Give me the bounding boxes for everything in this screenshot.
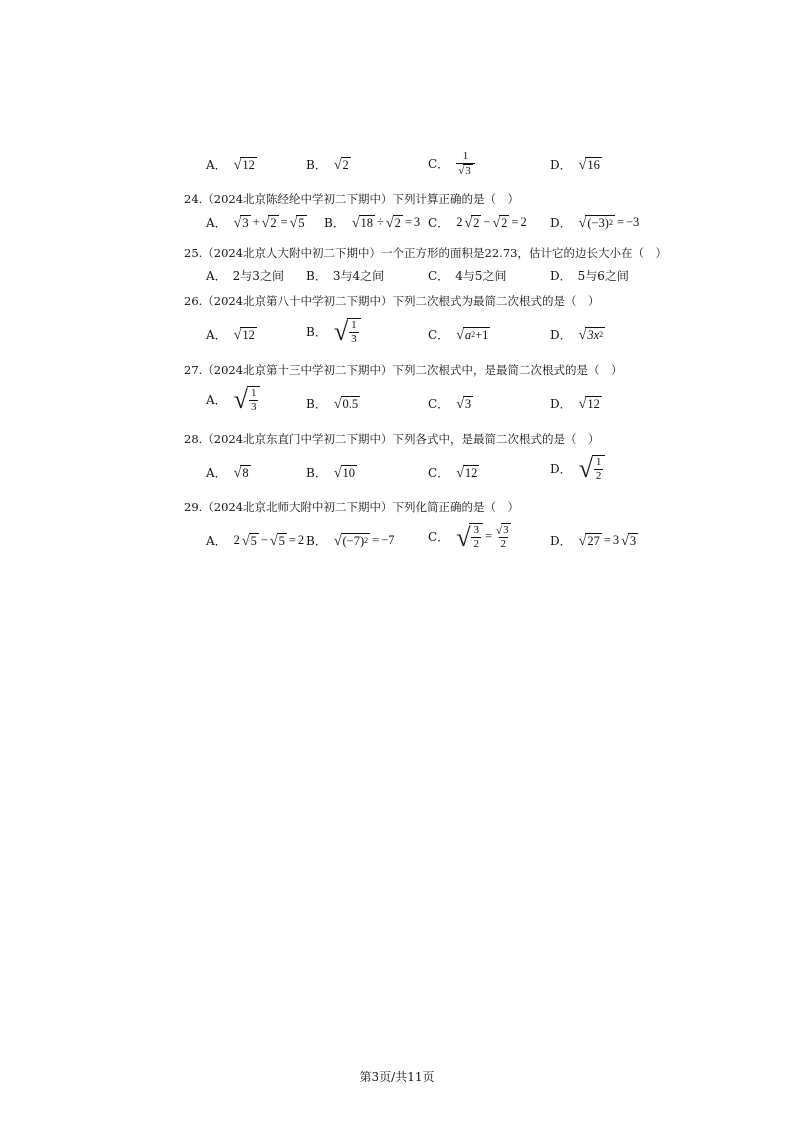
radicand: 3: [465, 164, 471, 177]
q29-option-a: A． 2 √ 5 − √ 5 = 2: [206, 533, 305, 549]
q28-text: 28.（2024北京东直门中学初二下期中）下列各式中，是最简二次根式的是（ ）: [184, 432, 600, 446]
q29-option-d: D． √ 27 = 3 √ 3: [550, 533, 637, 549]
radicand: (−3): [587, 215, 609, 230]
q27-text: 27.（2024北京第十三中学初二下期中）下列二次根式中，是最简二次根式的是（ ）: [184, 363, 623, 377]
option-label: C．: [428, 466, 450, 480]
numerator: 1: [250, 387, 257, 399]
value: −7: [381, 533, 395, 547]
radicand: 2: [342, 157, 349, 172]
q24-option-d: D． √ (−3) 2 = −3: [550, 215, 640, 231]
operator: =: [372, 533, 380, 547]
value: −3: [626, 215, 640, 229]
option-label: C．: [428, 397, 450, 411]
q24-text: 24.（2024北京陈经纶中学初二下期中）下列计算正确的是（ ）: [184, 192, 520, 206]
option-label: C．: [428, 157, 450, 172]
denominator: 2: [500, 538, 507, 551]
q28-option-d: D． √ $\frac{1}{2}$: [550, 455, 606, 482]
denominator: 3: [250, 400, 257, 413]
q26-option-d: D． √ 3x 2: [550, 327, 604, 343]
operator: −: [483, 215, 491, 229]
denominator: 3: [351, 332, 357, 345]
radicand: 5: [250, 533, 257, 548]
q25-option-c: [428, 267, 506, 284]
numerator: 1: [351, 319, 357, 331]
q29-option-b: B． √ (−7) 2 = −7: [306, 533, 395, 549]
term: 3x: [587, 327, 600, 342]
radicand: 2: [394, 215, 401, 230]
option-label: B．: [306, 269, 327, 283]
operator: =: [484, 529, 493, 544]
option-label: C．: [428, 269, 450, 283]
option-label: C．: [428, 216, 450, 230]
option-text: 5与6之间: [577, 269, 629, 283]
radicand: 12: [464, 465, 478, 480]
option-label: B．: [306, 325, 327, 340]
q26-text: 26.（2024北京第八十中学初二下期中）下列二次根式为最简二次根式的是（ ）: [184, 294, 600, 308]
q26-option-b: B． √ $\frac{1}{3}$: [306, 318, 362, 345]
radicand: 27: [587, 533, 600, 548]
q25-options: [0, 267, 794, 291]
option-label: A．: [206, 158, 227, 172]
q23-option-a: A． √ 12: [206, 157, 255, 173]
option-label: B．: [324, 216, 345, 230]
option-label: A．: [206, 393, 227, 408]
radicand: 2: [473, 215, 480, 230]
q26-option-a: A． √ 12: [206, 327, 255, 343]
q29-text: 29.（2024北京北师大附中初二下期中）下列化简正确的是（ ）: [184, 500, 520, 514]
value: 3: [413, 215, 421, 229]
radicand: 5: [298, 215, 305, 230]
numerator: 1: [462, 150, 469, 162]
option-label: A．: [206, 216, 227, 230]
q25-option-d: [550, 267, 629, 284]
q23-option-b: B． √ 2: [306, 157, 349, 173]
option-label: C．: [428, 530, 450, 545]
radicand: 3: [503, 524, 509, 536]
option-label: D．: [550, 462, 572, 477]
option-label: A．: [206, 466, 227, 480]
radicand: 12: [587, 396, 600, 411]
q27-option-c: C． √ 3: [428, 396, 472, 412]
radicand: 3: [242, 215, 249, 230]
radicand: 18: [360, 215, 374, 230]
q28-option-a: A． √ 8: [206, 465, 249, 481]
q27-option-b: B． √ 0.5: [306, 396, 359, 412]
q23-option-d: D． √ 16: [550, 157, 600, 173]
option-label: D．: [550, 216, 572, 230]
coefficient: 2: [233, 533, 240, 547]
value: 2: [297, 533, 305, 547]
page-footer: 第3页/共11页: [359, 1070, 435, 1084]
option-label: D．: [550, 534, 572, 548]
denominator: 2: [595, 469, 602, 482]
q28-option-b: B． √ 10: [306, 465, 356, 481]
radicand: 3: [464, 396, 472, 411]
coefficient: 3: [612, 533, 620, 547]
q27-options: [0, 385, 794, 415]
radicand: 12: [242, 157, 255, 172]
option-text: 2与3之间: [232, 269, 284, 283]
operator: =: [288, 533, 296, 547]
option-label: B．: [306, 466, 327, 480]
operator: =: [511, 215, 519, 229]
option-label: B．: [306, 158, 327, 172]
q26-option-c: C． √ a 2 +1: [428, 327, 489, 343]
operator: +: [252, 215, 260, 229]
option-label: D．: [550, 397, 572, 411]
denominator: 2: [473, 537, 479, 550]
operator: =: [280, 215, 288, 229]
radicand: 16: [587, 157, 600, 172]
operator: ÷: [377, 215, 384, 229]
operator: =: [616, 215, 624, 229]
q24-options: [0, 214, 794, 238]
radicand: (−7): [342, 533, 365, 548]
operator: =: [603, 533, 611, 547]
coefficient: 2: [456, 215, 463, 229]
option-label: C．: [428, 328, 450, 342]
q27-option-d: D． √ 12: [550, 396, 600, 412]
option-text: 4与5之间: [455, 269, 507, 283]
option-label: D．: [550, 269, 572, 283]
q29-option-c: C． √ $\frac{3}{2}$ = √ 3 2: [428, 522, 509, 552]
radicand: 12: [242, 327, 255, 342]
radicand: 3: [629, 533, 637, 548]
radicand: 2: [270, 215, 277, 230]
option-label: D．: [550, 158, 572, 172]
q24-option-c: C． 2 √ 2 − √ 2 = 2: [428, 215, 527, 231]
option-label: A．: [206, 328, 227, 342]
q28-options: [0, 454, 794, 484]
q25-option-b: [306, 267, 384, 284]
numerator: 3: [473, 524, 479, 537]
operator: −: [260, 533, 268, 547]
q28-option-c: C． √ 12: [428, 465, 478, 481]
option-label: B．: [306, 397, 327, 411]
option-text: 3与4之间: [332, 269, 385, 283]
q23-option-c: C． 1 √ 3: [428, 150, 476, 178]
value: 2: [520, 215, 527, 229]
q29-options: [0, 522, 794, 552]
q26-options: [0, 317, 794, 347]
q23-options: [0, 150, 794, 178]
q25-option-a: [206, 267, 284, 284]
q24-option-b: B． √ 18 ÷ √ 2 = 3: [324, 215, 421, 231]
option-label: A．: [206, 534, 227, 548]
operator: =: [404, 215, 412, 229]
option-label: A．: [206, 269, 227, 283]
radicand: 5: [278, 533, 285, 548]
radicand: 2: [501, 215, 508, 230]
option-label: D．: [550, 328, 572, 342]
numerator: 1: [595, 456, 602, 468]
option-label: B．: [306, 534, 327, 548]
radicand: 0.5: [342, 396, 359, 411]
addend: +1: [475, 327, 489, 342]
variable: a: [464, 327, 472, 342]
q24-option-a: A． √ 3 + √ 2 = √ 5: [206, 215, 305, 231]
q25-text: 25.（2024北京人大附中初二下期中）一个正方形的面积是22.73，估计它的边长大小在（ ）: [184, 246, 667, 260]
q27-option-a: A． √ $\frac{1}{3}$: [206, 386, 261, 413]
radicand: 8: [242, 465, 249, 480]
radicand: 10: [342, 465, 356, 480]
